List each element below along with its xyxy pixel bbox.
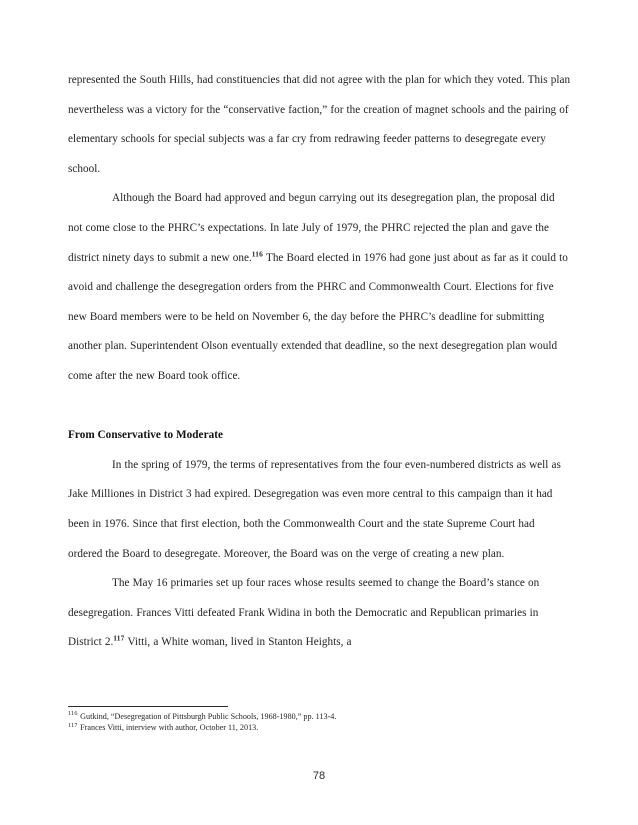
paragraph-1: represented the South Hills, had constituencies that did not agree with the plan for which they voted. This plan nevertheless was a victory for the “conservative faction,” for the creation of magnet schools and the pairing of elementary schools for special subjects was a far cry from redrawing feeder patterns to desegregate every school. — [68, 74, 571, 175]
footnote-marker-117: 117 — [68, 721, 78, 729]
footnote-marker-116: 116 — [68, 710, 78, 718]
paragraph-4-text-after-footnote-ref: Vitti, a White woman, lived in Stanton Heights, a — [124, 636, 352, 649]
paragraph-4-text-before-footnote-ref: The May 16 primaries set up four races whose results seemed to change the Board’s stance on desegregation. Frances Vitti defeated Frank Widina in both the Democratic and Republican primaries in District 2. — [68, 577, 540, 649]
footnotes-section — [68, 706, 571, 733]
footnote-reference-116[interactable]: 116 — [251, 248, 264, 258]
paragraph-3: In the spring of 1979, the terms of representatives from the four even-numbered districts as well as Jake Milliones in District 3 had expired. Desegregation was even more central to this campaign than it had been in 1976. Since that first election, both the Commonwealth Court and the state Supreme Court had ordered the Board to desegregate. Moreover, the Board was on the verge of creating a new plan. — [68, 458, 561, 560]
paragraph-4 — [68, 569, 571, 658]
body-text-block — [68, 66, 571, 658]
paragraph-spacer — [68, 392, 571, 422]
footnote-117-text: Frances Vitti, interview with author, October 11, 2013. — [80, 723, 259, 733]
paragraph-2-text-after-footnote-ref: The Board elected in 1976 had gone just about as far as it could to avoid and challenge the desegregation orders from the PHRC and Commonwealth Court. Elections for five new Board members were to be held on November 6, the day before the PHRC’s deadline for submitting another plan. Superintendent Olson eventually extended that deadline, so the next desegregation plan would come after the new Board took office. — [68, 251, 568, 382]
page-number: 78 — [312, 770, 326, 782]
footnote-116 — [68, 711, 571, 722]
footnote-reference-117[interactable]: 117 — [113, 633, 125, 643]
paragraph-2 — [68, 184, 571, 391]
footnote-116-text: Gutkind, “Desegregation of Pittsburgh Public Schools, 1968-1980,” pp. 113-4. — [80, 712, 337, 721]
footnote-117 — [68, 722, 571, 733]
footnote-separator-rule — [68, 706, 228, 707]
paragraph-2-text-before-footnote-ref: Although the Board had approved and begun carrying out its desegregation plan, the proposal did not come close to the PHRC’s expectations. In late July of 1979, the PHRC rejected the plan and gave the district ninety days to submit a new one. — [68, 192, 555, 264]
section-heading: From Conservative to Moderate — [68, 429, 224, 442]
